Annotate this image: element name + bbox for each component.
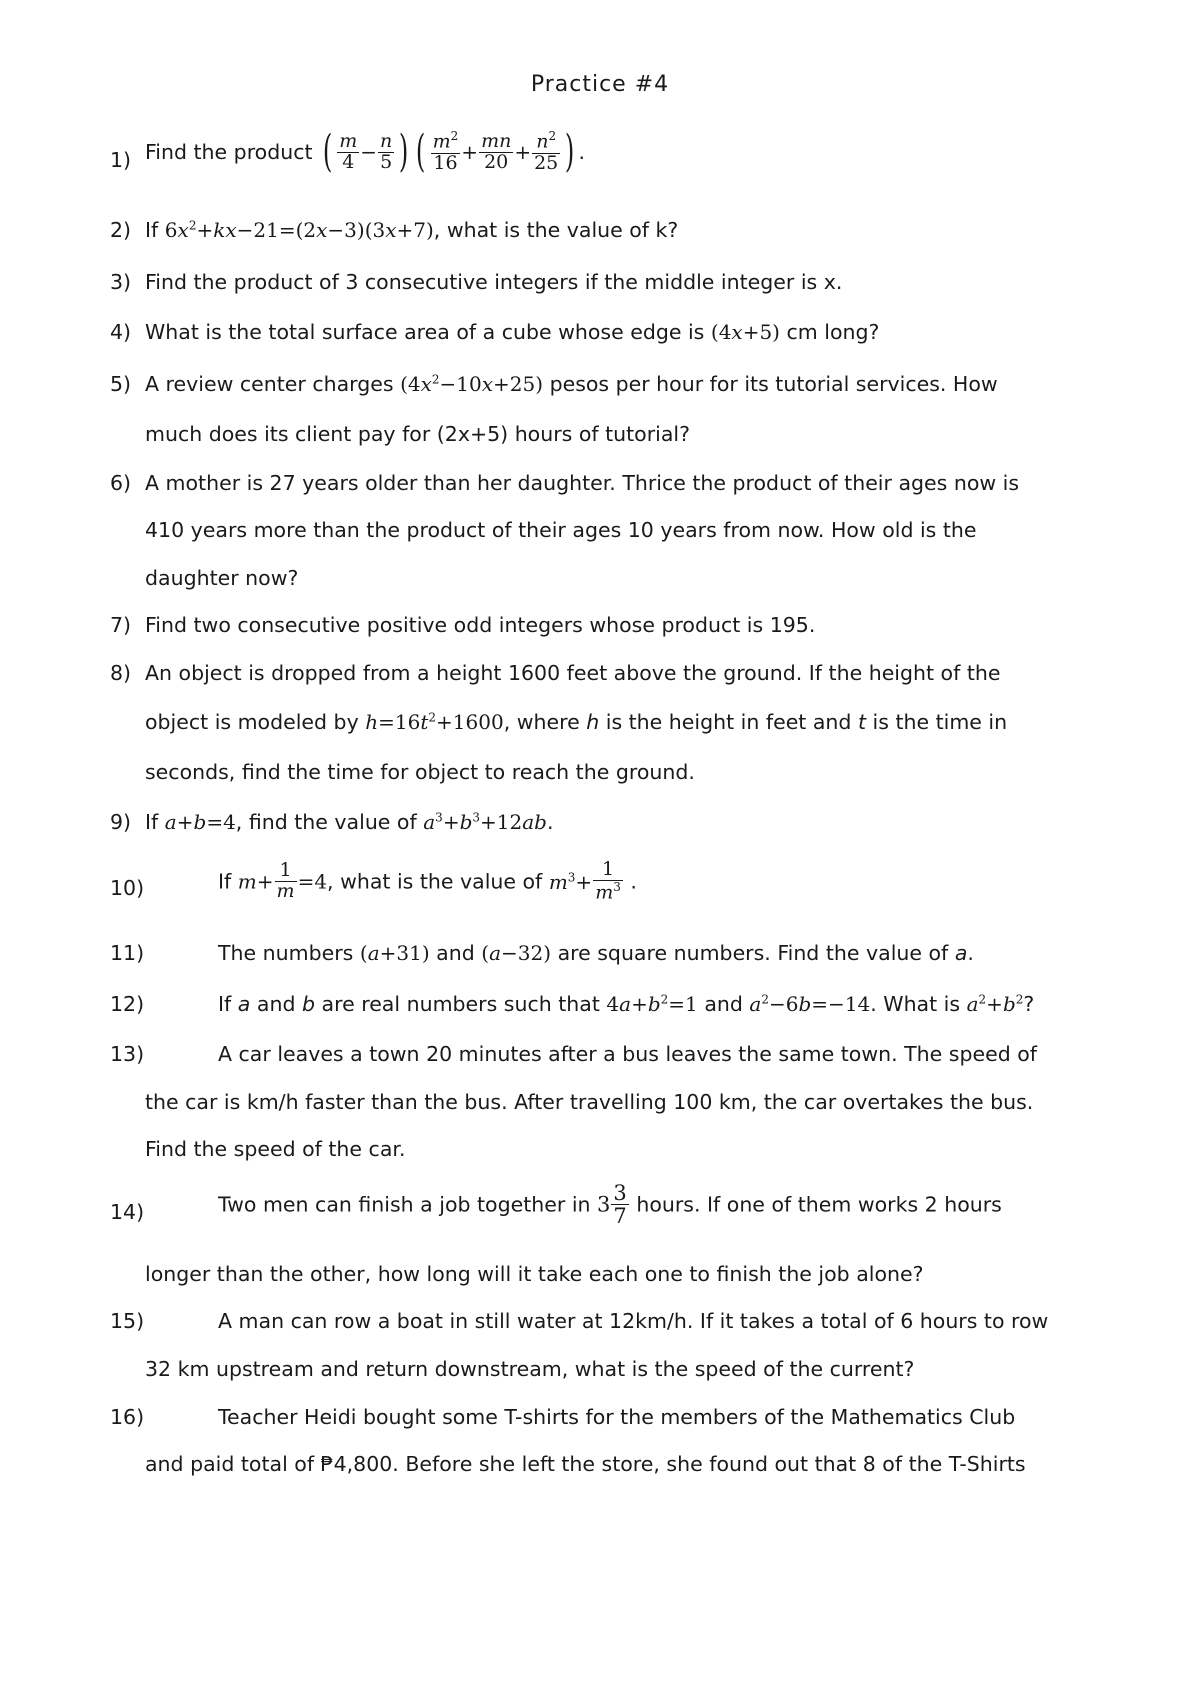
- question-4-number: 4): [110, 320, 132, 344]
- question-4: What is the total surface area of a cube whose edge is (4x+5) cm long?: [145, 320, 880, 344]
- question-16-line-1: Teacher Heidi bought some T-shirts for the members of the Mathematics Club: [218, 1405, 1016, 1429]
- question-2-number: 2): [110, 218, 132, 242]
- question-9: If a+b=4, find the value of $a^3+b^3+12ab$.: [145, 810, 554, 834]
- question-2-equation: $6x^2+kx-21=(2x-3)(3x+7)$: [164, 218, 434, 242]
- question-15-number: 15): [110, 1309, 145, 1333]
- question-7-number: 7): [110, 613, 132, 637]
- question-1-number: 1): [110, 148, 132, 172]
- question-1-end: .: [578, 140, 585, 164]
- question-16-number: 16): [110, 1405, 145, 1429]
- question-11-number: 11): [110, 941, 145, 965]
- question-3-number: 3): [110, 270, 132, 294]
- question-4-expression: (4x+5): [710, 320, 780, 344]
- question-14-number: 14): [110, 1200, 145, 1224]
- question-1-text: Find the product: [145, 140, 313, 164]
- question-10-number: 10): [110, 876, 145, 900]
- question-5-number: 5): [110, 372, 132, 396]
- question-8-line-2: object is modeled by $h=16t^2+1600$, where h is the height in feet and t is the time in: [145, 710, 1008, 734]
- question-6-number: 6): [110, 471, 132, 495]
- question-9-number: 9): [110, 810, 132, 834]
- question-12-number: 12): [110, 992, 145, 1016]
- question-13-line-1: A car leaves a town 20 minutes after a bus leaves the same town. The speed of: [218, 1042, 1037, 1066]
- question-8-equation: $h=16t^2+1600$: [365, 710, 504, 734]
- question-13-number: 13): [110, 1042, 145, 1066]
- question-8-line-3: seconds, find the time for object to reach the ground.: [145, 760, 695, 784]
- question-7: Find two consecutive positive odd integers whose product is 195.: [145, 613, 816, 637]
- question-15-line-2: 32 km upstream and return downstream, what is the speed of the current?: [145, 1357, 915, 1381]
- question-14-line-1: Two men can finish a job together in 3 $\frac{3}{7}$ hours. If one of them works 2 hours: [218, 1181, 1002, 1229]
- question-8-line-1: An object is dropped from a height 1600 feet above the ground. If the height of the: [145, 661, 1001, 685]
- page-title: Practice #4: [530, 72, 670, 97]
- question-13-line-2: the car is km/h faster than the bus. After travelling 100 km, the car overtakes the bus.: [145, 1090, 1034, 1114]
- question-1: Find the product ( $\frac{m}{4}$ − $\frac{n}{5}$ ) ( $\frac{m^2}{16}$ + $\frac{mn}{20}$ + $\frac{n^2}{25}$ ) .: [145, 126, 585, 177]
- question-14-line-2: longer than the other, how long will it take each one to finish the job alone?: [145, 1262, 924, 1286]
- question-2: If $6x^2+kx-21=(2x-3)(3x+7)$, what is the value of k?: [145, 218, 679, 242]
- question-13-line-3: Find the speed of the car.: [145, 1137, 406, 1161]
- question-5-expression: $(4x^2-10x+25)$: [400, 372, 544, 396]
- question-12: If a and b are real numbers such that $4a+b^2=1$ and $a^2-6b=-14$. What is $a^2+b^2$?: [218, 992, 1035, 1016]
- question-15-line-1: A man can row a boat in still water at 12km/h. If it takes a total of 6 hours to row: [218, 1309, 1049, 1333]
- question-3: Find the product of 3 consecutive integers if the middle integer is x.: [145, 270, 843, 294]
- question-5-line-2: much does its client pay for (2x+5) hours of tutorial?: [145, 422, 690, 446]
- question-10: If m+ $\frac{1}{m}$ =4, what is the value of $m^3+$ $\frac{1}{m^3}$ .: [218, 858, 637, 904]
- question-6-line-2: 410 years more than the product of their ages 10 years from now. How old is the: [145, 518, 977, 542]
- question-6-line-3: daughter now?: [145, 566, 299, 590]
- question-6-line-1: A mother is 27 years older than her daughter. Thrice the product of their ages now is: [145, 471, 1020, 495]
- question-16-line-2: and paid total of ₱4,800. Before she left the store, she found out that 8 of the T-Shirts: [145, 1452, 1026, 1476]
- question-5-line-1: A review center charges $(4x^2-10x+25)$ pesos per hour for its tutorial services. How: [145, 372, 998, 396]
- question-11: The numbers (a+31) and (a−32) are square numbers. Find the value of a.: [218, 941, 974, 965]
- question-8-number: 8): [110, 661, 132, 685]
